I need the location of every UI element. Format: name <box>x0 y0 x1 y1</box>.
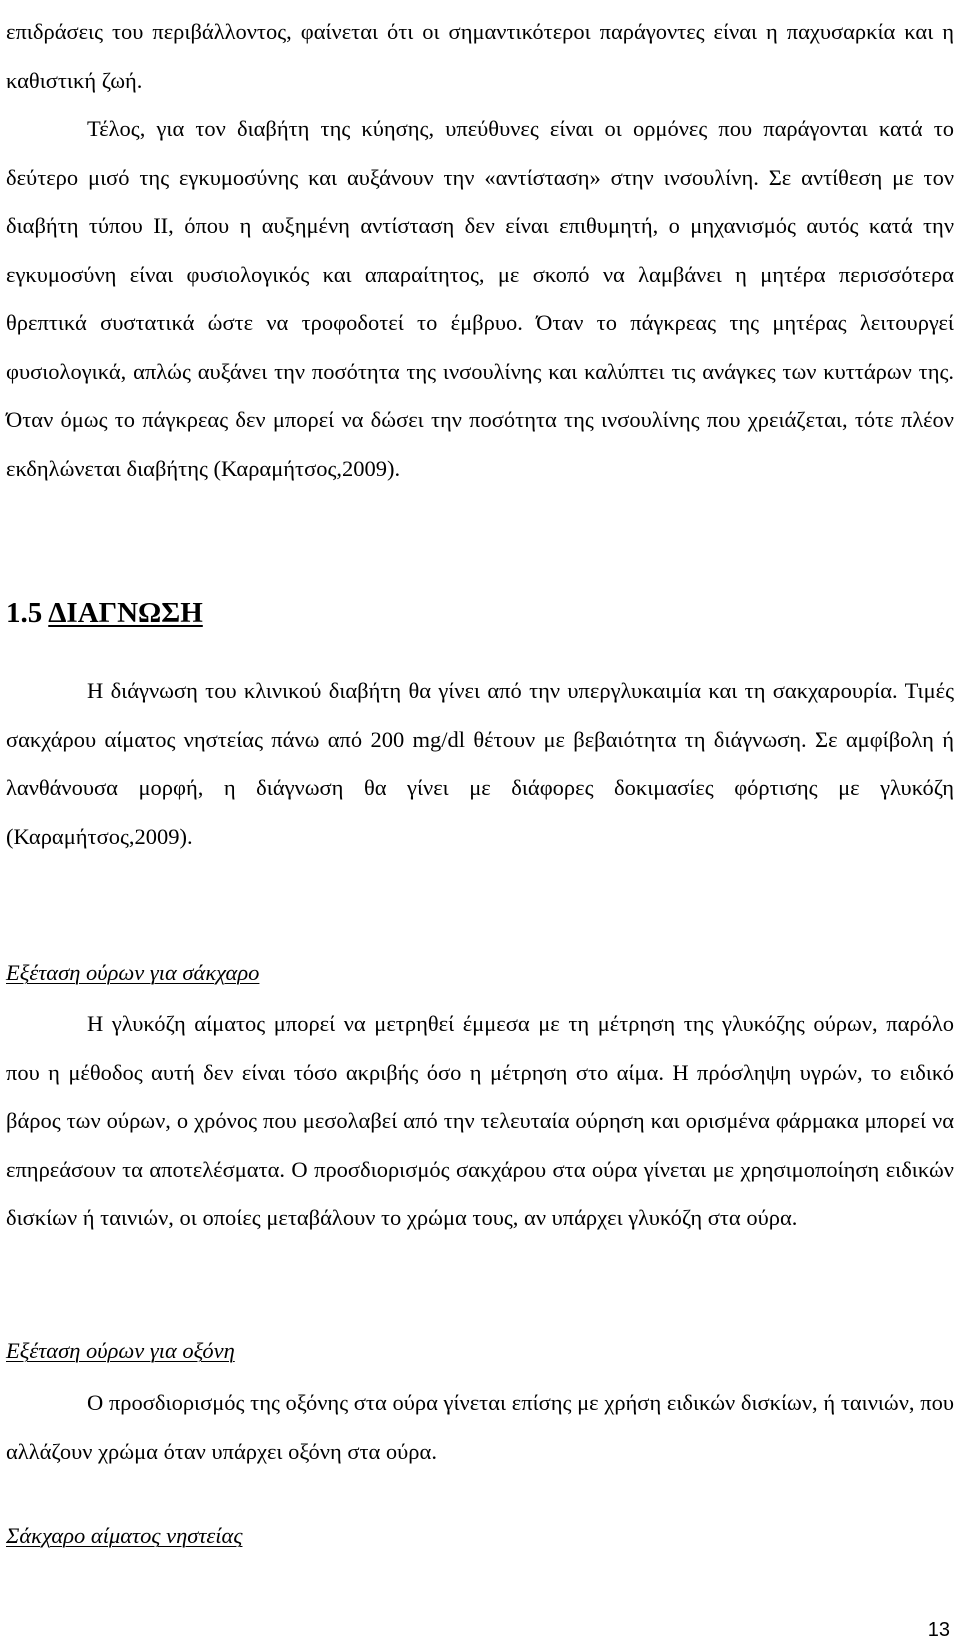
subheading-urine-ketone: Εξέταση ούρων για οξόνη <box>6 1338 235 1363</box>
paragraph-diagnosis: Η διάγνωση του κλινικού διαβήτη θα γίνει από την υπεργλυκαιμία και τη σακχαρουρία. Τιμές σακχάρου αίματος νηστείας πάνω από 200 mg/dl θέτουν με βεβαιότητα τη διάγνωση. Σε αμφίβολη ή λανθάνουσα μορφή, η διάγνωση θα γίνει με διάφορες δοκιμασίες φόρτισης με γλυκόζη (Καραμήτσος,2009). <box>6 678 954 849</box>
paragraph-urine-sugar: Η γλυκόζη αίματος μπορεί να μετρηθεί έμμεσα με τη μέτρηση της γλυκόζης ούρων, παρόλο που η μέθοδος αυτή δεν είναι τόσο ακριβής όσο η μέτρηση στο αίμα. Η πρόσληψη υγρών, το ειδικό βάρος των ούρων, ο χρόνος που μεσολαβεί από την τελευταία ούρηση και ορισμένα φάρμακα μπορεί να επηρεάσουν τα αποτελέσματα. Ο προσδιορισμός σακχάρου στα ούρα γίνεται με χρησιμοποίηση ειδικών δισκίων ή ταινιών, οι οποίες μεταβάλουν το χρώμα τους, αν υπάρχει γλυκόζη στα ούρα. <box>6 1011 954 1230</box>
paragraph-gestational-diabetes: Τέλος, για τον διαβήτη της κύησης, υπεύθυνες είναι οι ορμόνες που παράγονται κατά το δεύτερο μισό της εγκυμοσύνης και αυξάνουν την «αντίσταση» στην ινσουλίνη. Σε αντίθεση με τον διαβήτη τύπου ΙΙ, όπου η αυξημένη αντίσταση δεν είναι επιθυμητή, ο μηχανισμός αυτός κατά την εγκυμοσύνη είναι φυσιολογικός και απαραίτητος, με σκοπό να λαμβάνει η μητέρα περισσότερα θρεπτικά συστατικά ώστε να τροφοδοτεί το έμβρυο. Όταν το πάγκρεας της μητέρας λειτουργεί φυσιολογικά, απλώς αυξάνει την ποσότητα της ινσουλίνης και καλύπτει τις ανάγκες των κυττάρων της. Όταν όμως το πάγκρεας δεν μπορεί να δώσει την ποσότητα της ινσουλίνης που χρειάζεται, τότε πλέον εκδηλώνεται διαβήτης (Καραμήτσος,2009). <box>6 116 954 481</box>
urine-sugar-text-block <box>6 1000 954 1243</box>
diagnosis-text-block <box>6 667 954 861</box>
section-number: 1.5 <box>6 597 43 629</box>
urine-ketone-text-block <box>6 1379 954 1476</box>
paragraph-urine-ketone: Ο προσδιορισμός της οξόνης στα ούρα γίνεται επίσης με χρήση ειδικών δισκίων, ή ταινιών, που αλλάζουν χρώμα όταν υπάρχει οξόνη στα ούρα. <box>6 1390 954 1464</box>
subheading-fasting-blood-sugar: Σάκχαρο αίματος νηστείας <box>6 1523 243 1548</box>
top-text-block <box>6 8 954 493</box>
subheading-urine-sugar: Εξέταση ούρων για σάκχαρο <box>6 960 260 985</box>
section-title: ΔΙΑΓΝΩΣΗ <box>48 597 203 629</box>
paragraph-environment-continuation: επιδράσεις του περιβάλλοντος, φαίνεται ότι οι σημαντικότεροι παράγοντες είναι η παχυσαρκία και η καθιστική ζωή. <box>6 19 954 93</box>
page-number: 13 <box>927 1619 950 1641</box>
section-heading <box>6 595 203 631</box>
